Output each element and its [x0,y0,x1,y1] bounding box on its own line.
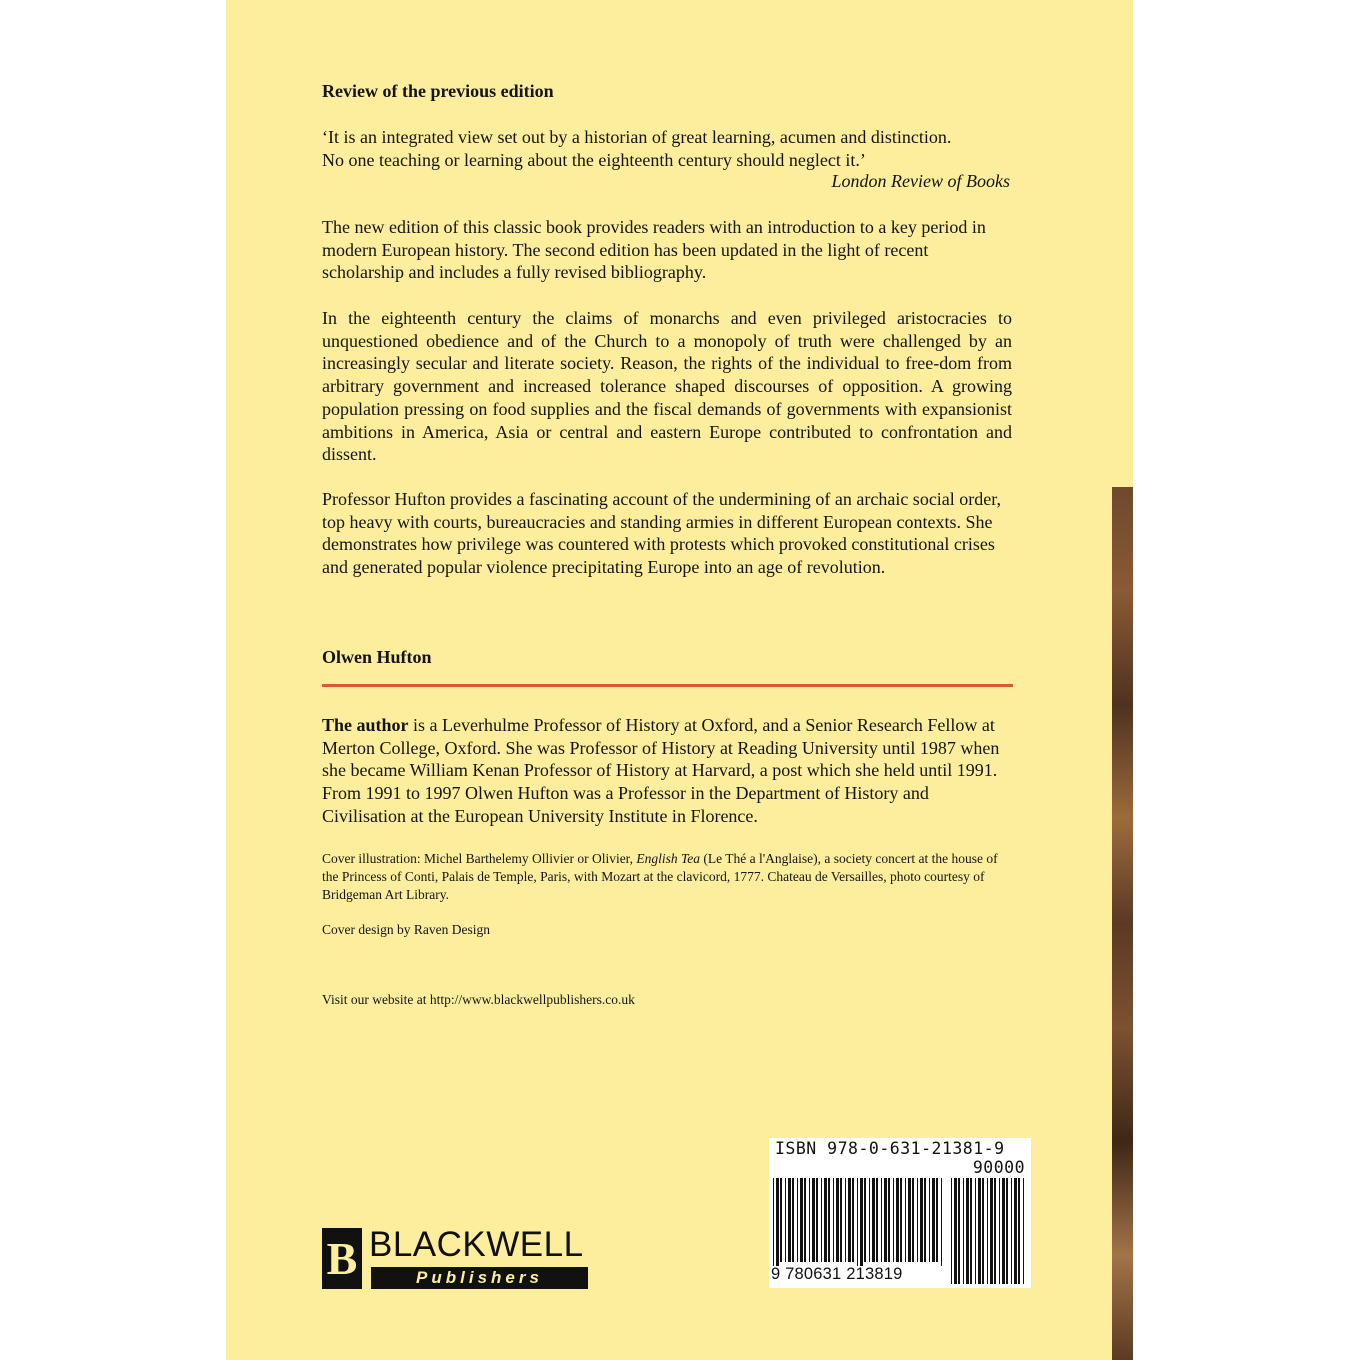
barcode-bar [1014,1178,1017,1284]
review-quote [322,126,1042,171]
review-source: London Review of Books [831,171,1010,191]
barcode-bar [869,1178,870,1262]
barcode-bar [917,1178,918,1262]
barcode-bar [1023,1178,1024,1284]
publisher-tagline: Publishers [371,1267,588,1289]
barcode-addon-bars [951,1178,1025,1284]
barcode-bar [982,1178,984,1284]
barcode-bar [896,1178,899,1262]
publisher-mark: B [322,1228,362,1289]
barcode-bar [881,1178,882,1262]
barcode-bar [797,1178,798,1262]
barcode-bar [963,1178,964,1284]
barcode-bar [900,1178,902,1262]
barcode-bar [845,1178,846,1262]
barcode-bar [929,1178,930,1262]
barcode-bar [809,1178,810,1262]
author-bio [322,714,1012,828]
isbn-number: ISBN 978-0-631-21381-9 [775,1139,1005,1158]
barcode-bar [954,1178,957,1284]
barcode-bar [864,1178,866,1262]
barcode-bar [905,1178,906,1262]
barcode-bar [884,1178,887,1262]
barcode-bar [966,1178,969,1284]
barcode-bar [975,1178,976,1284]
barcode-bar [978,1178,981,1284]
barcode-bar [792,1178,794,1262]
review-quote-line-1: ‘It is an integrated view set out by a historian of great learning, acumen and distinction. [322,127,952,147]
cover-painting-edge [1112,487,1133,1360]
barcode-bar [788,1178,791,1262]
author-name: Olwen Hufton [322,647,432,667]
barcode-bar [951,1178,952,1284]
barcode-bar [893,1178,894,1262]
review-quote-line-2: No one teaching or learning about the eighteenth century should neglect it.’ [322,149,866,170]
divider-rule [322,684,1013,687]
barcode-bar [888,1178,890,1262]
barcode-bar [987,1178,988,1284]
barcode-bar [860,1178,863,1266]
barcode-bar [941,1178,942,1266]
author-bio-text: is a Leverhulme Professor of History at Oxford, and a Senior Research Fellow at Merton College, Oxford. She was Professor of History at Reading University until 1987 when she became William Kenan Professor of History at Harvard, a post which she held until 1991. From 1991 to 1997 Olwen Hufton was a Professor in the Department of History and Civilisation at the European University Institute in Florence. [322,715,1000,826]
barcode-bar [924,1178,926,1262]
barcode-bar [1011,1178,1012,1284]
barcode-bar [1018,1178,1020,1284]
barcode-bar [994,1178,996,1284]
barcode-bar [908,1178,911,1262]
barcode-bar [836,1178,839,1262]
intro-paragraph: The new edition of this classic book provides readers with an introduction to a key period in modern European history. The second edition has been updated in the light of recent scholarship and includes a fully revised bibliography. [322,217,986,283]
barcode-bar [912,1178,914,1262]
painting-title: English Tea [636,851,701,866]
barcode-bar [824,1178,827,1262]
barcode-bar [776,1178,779,1266]
barcode-bar [785,1178,786,1262]
barcode-bar [932,1178,935,1262]
barcode-bar [990,1178,993,1284]
barcode-bar [804,1178,806,1262]
cover-illustration-credit: Cover illustration: Michel Barthelemy Ollivier or Olivier, English Tea (Le Thé a l'Anglaise), a society concert at the house of the Princess of Conti, Palais de Temple, Paris, with Mozart at the clavicord, 1777. Chateau de Versailles, photo courtesy of Bridgeman Art Library. [322,851,998,902]
barcode-bar [821,1178,822,1262]
barcode-bar [1002,1178,1005,1284]
review-heading: Review of the previous edition [322,81,554,101]
isbn-barcode [769,1138,1031,1288]
barcode-bar [852,1178,854,1262]
publisher-logo [322,1225,588,1289]
publisher-name: BLACKWELL [369,1225,584,1264]
barcode-bar [848,1178,851,1262]
author-bio-lead: The author [322,715,409,735]
summary-paragraph: Professor Hufton provides a fascinating account of the undermining of an archaic social order, top heavy with courts, bureaucracies and standing armies in different European contexts. She demonstrates how privilege was countered with protests which provoked constitutional crises and generated popular violence precipitating Europe into an age of revolution. [322,489,1002,578]
cover-design-credit: Cover design by Raven Design [322,922,490,937]
barcode-bar [828,1178,830,1262]
barcode-bar [857,1178,858,1266]
barcode-bar [999,1178,1000,1284]
barcode-bar [773,1178,774,1266]
barcode-bar [876,1178,878,1262]
barcode-bar [780,1178,782,1262]
barcode-bar [840,1178,842,1262]
barcode-main-bars [773,1178,945,1266]
barcode-bar [936,1178,938,1262]
price-code: 90000 [972,1158,1025,1177]
context-paragraph: In the eighteenth century the claims of monarchs and even privileged aristocracies to unquestioned obedience and of the Church to a monopoly of truth were challenged by an increasingly secular and literate society. Reason, the rights of the individual to free-dom from arbitrary government and increased tolerance shaped discourses of opposition. A growing population pressing on food supplies and the fiscal demands of governments with expansionist ambitions in America, Asia or central and eastern Europe contributed to confrontation and dissent. [322,308,1012,465]
barcode-bar [970,1178,972,1284]
barcode-bar [800,1178,803,1262]
barcode-bar [920,1178,923,1262]
website-link[interactable]: Visit our website at http://www.blackwellpublishers.co.uk [322,992,635,1007]
barcode-bar [1006,1178,1008,1284]
barcode-bar [958,1178,960,1284]
barcode-digits: 9 780631 213819 [771,1265,903,1283]
barcode-bar [812,1178,815,1262]
barcode-bar [833,1178,834,1262]
barcode-bar [816,1178,818,1262]
barcode-bar [872,1178,875,1262]
